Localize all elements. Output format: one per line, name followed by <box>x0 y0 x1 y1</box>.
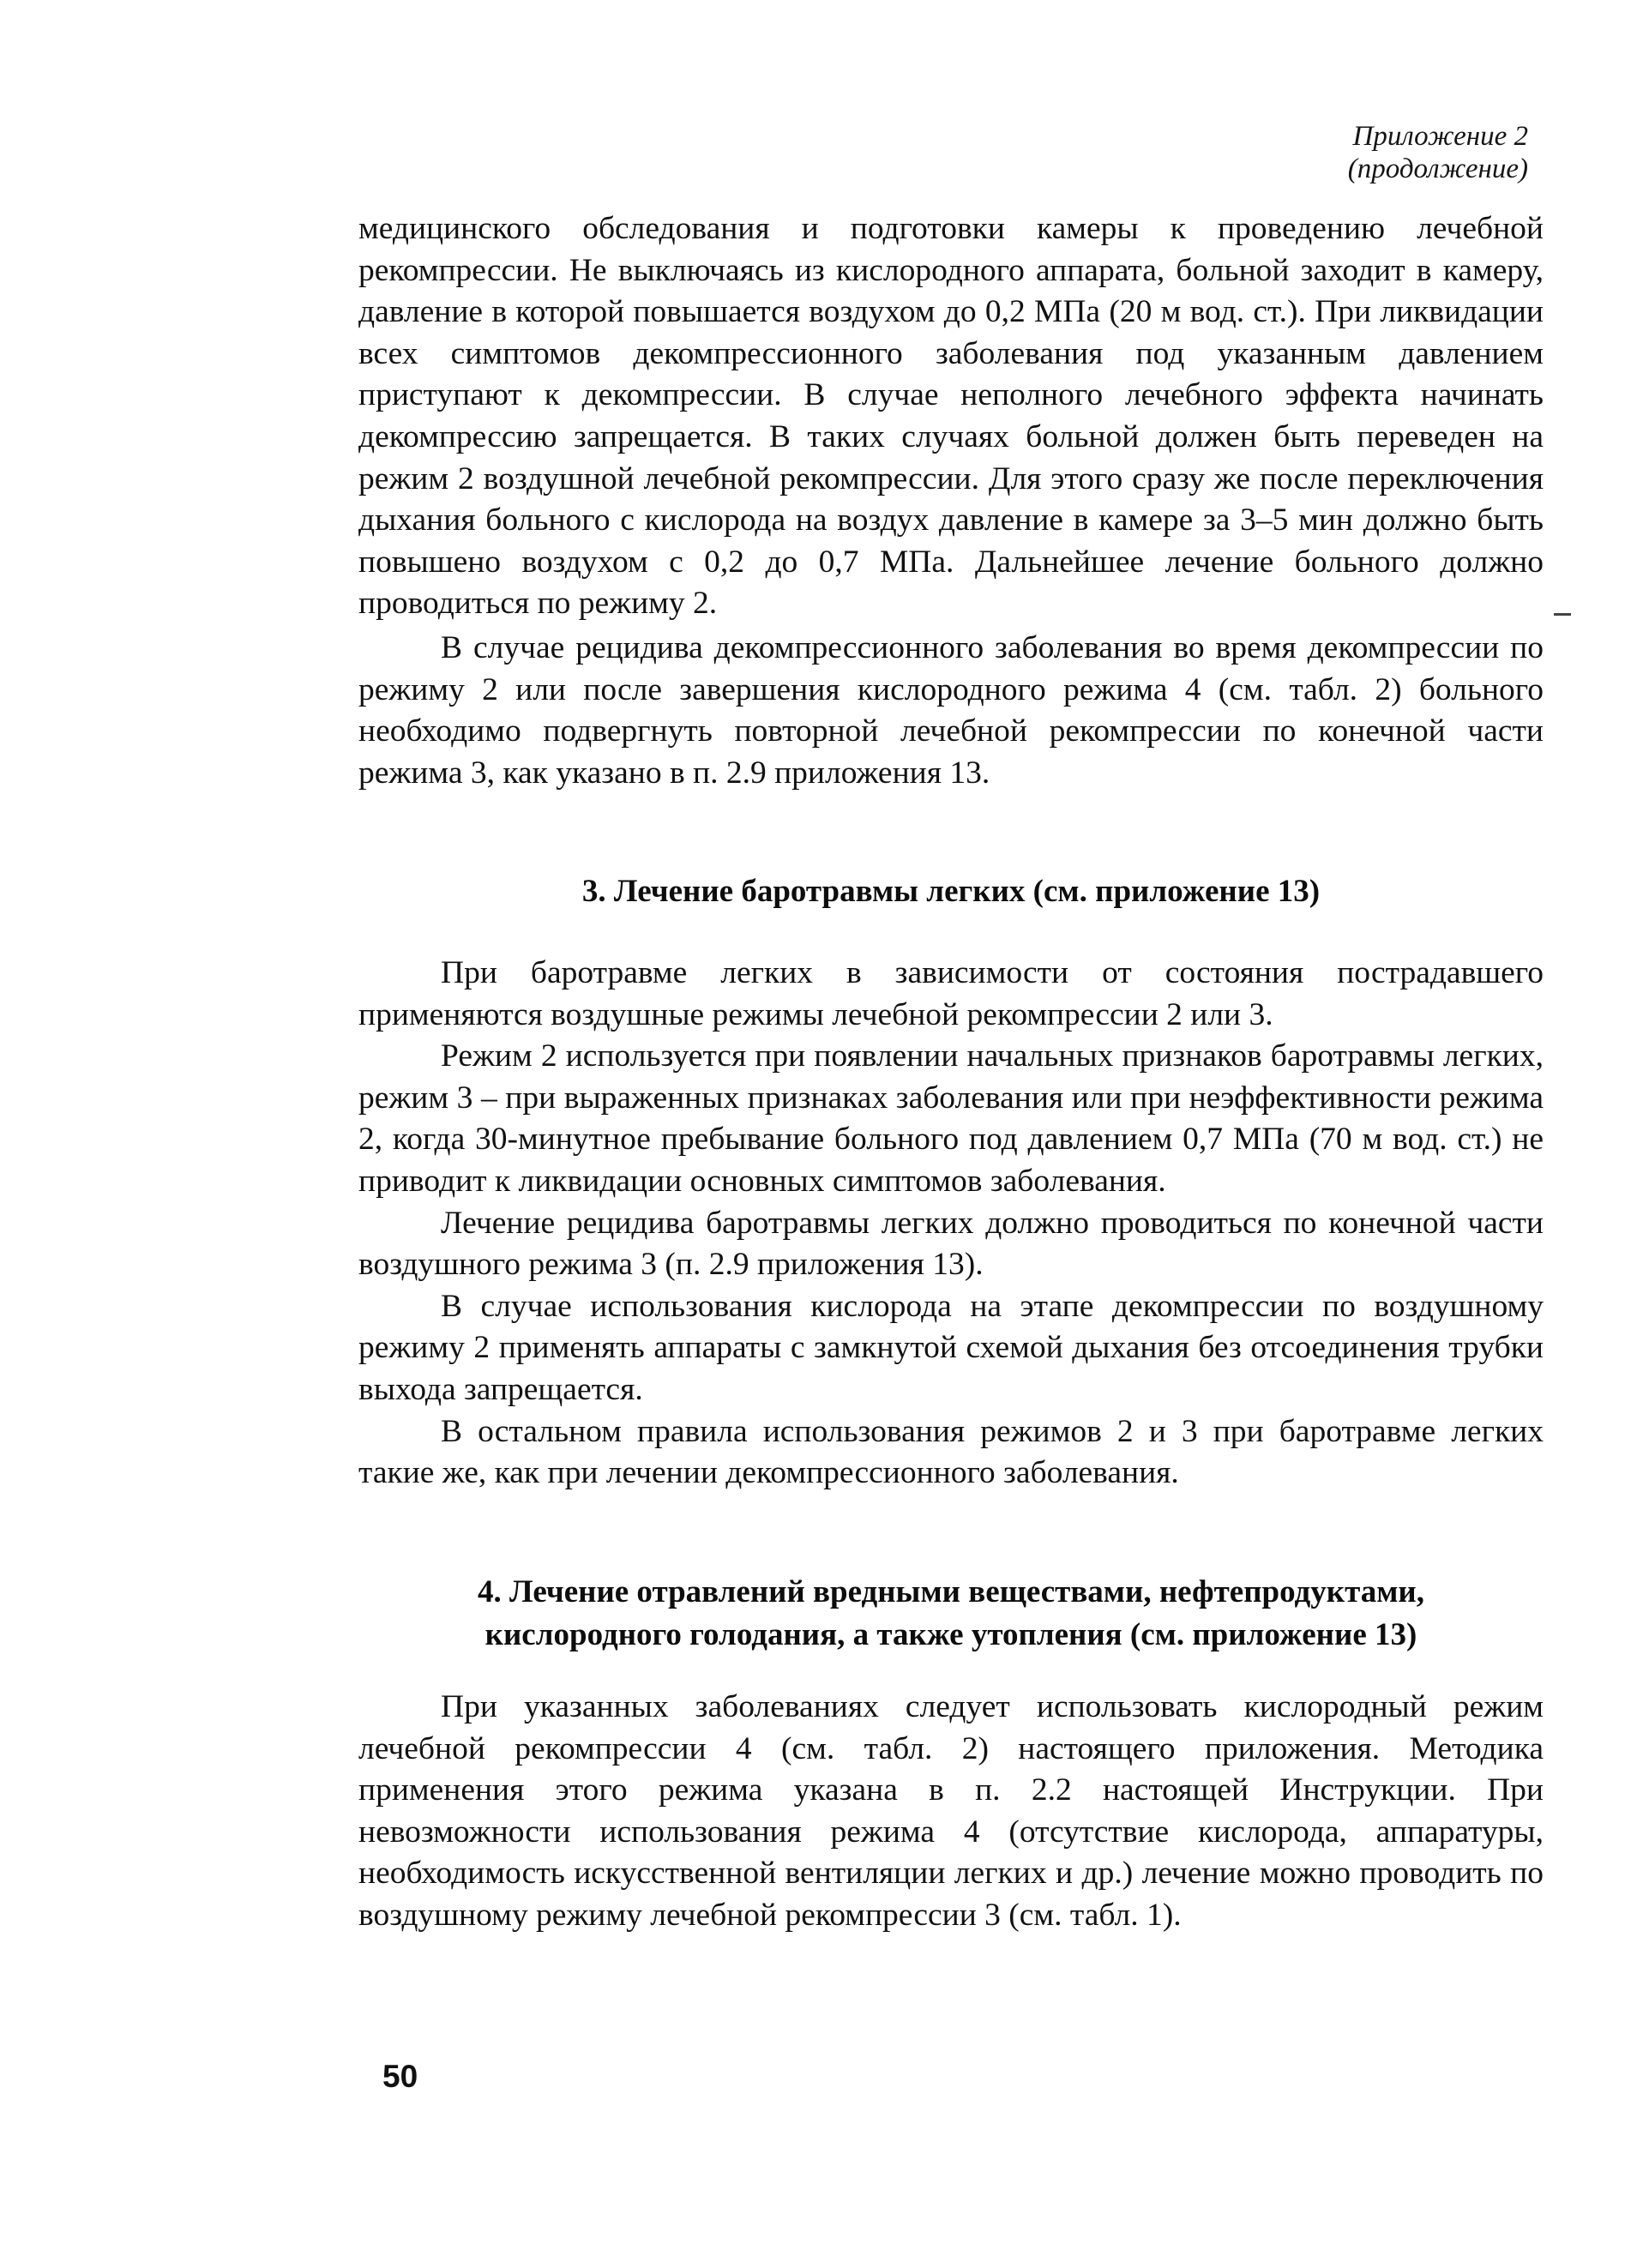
section-3-body <box>358 953 1544 1495</box>
paragraph: В остальном правила использования режимов 2 и 3 при баротравме легких такие же, как при лечении декомпрессионного заболевания. <box>358 1413 1544 1491</box>
section-4-heading-line-2: кислородного голодания, а также утопления (см. приложение 13) <box>484 1617 1417 1652</box>
paragraph: Лечение рецидива баротравмы легких должно проводиться по конечной части воздушного режима 3 (п. 2.9 приложения 13). <box>358 1205 1544 1283</box>
section-4-heading <box>358 1571 1544 1657</box>
page-number: 50 <box>382 2059 418 2094</box>
paragraph: При баротравме легких в зависимости от состояния пострадавшего применяются воздушные режимы лечебной рекомпрессии 2 или 3. <box>358 955 1544 1032</box>
paragraph: В случае использования кислорода на этапе декомпрессии по воздушному режиму 2 применять аппараты с замкнутой схемой дыхания без отсоединения трубки выхода запрещается. <box>358 1288 1544 1407</box>
section-4-body <box>358 1687 1544 1937</box>
section-3-heading: 3. Лечение баротравмы легких (см. приложение 13) <box>581 874 1321 909</box>
section-4-heading-line-1: 4. Лечение отравлений вредными веществами, нефтепродуктами, <box>478 1574 1424 1609</box>
appendix-label: Приложение 2 <box>1352 121 1528 152</box>
section-2-continuation <box>358 208 1544 794</box>
paragraph: Режим 2 используется при появлении начальных признаков баротравмы легких, режим 3 – при выраженных признаках заболевания или при неэффективности режима 2, когда 30-минутное пребывание больного под давлением 0,7 МПа (70 м вод. ст.) не приводит к ликвидации основных симптомов заболевания. <box>358 1038 1544 1199</box>
continuation-label: (продолжение) <box>1347 153 1528 184</box>
paragraph: При указанных заболеваниях следует использовать кислородный режим лечебной рекомпрессии 4 (см. табл. 2) настоящего приложения. Методика применения этого режима указана в п. 2.2 настоящей Инструкции. При невозможности использования режима 4 (отсутствие кислорода, аппаратуры, необходимость искусственной вентиляции легких и др.) лечение можно проводить по воздушному режиму лечебной рекомпрессии 3 (см. табл. 1). <box>358 1689 1544 1933</box>
paragraph: медицинского обследования и подготовки камеры к проведению лечебной рекомпрессии. Не выключаясь из кислородного аппарата, больной заходит в камеру, давление в которой повышается воздухом до 0,2 МПа (20 м вод. ст.). При ликвидации всех симптомов декомпрессионного заболевания под указанным давлением приступают к декомпрессии. В случае неполного лечебного эффекта начинать декомпрессию запрещается. В таких случаях больной должен быть переведен на режим 2 воздушной лечебной рекомпрессии. Для этого сразу же после переключения дыхания больного с кислорода на воздух давление в камере за 3–5 мин должно быть повышено воздухом с 0,2 до 0,7 МПа. Дальнейшее лечение больного должно проводиться по режиму 2. <box>358 211 1544 622</box>
running-header <box>1348 120 1528 185</box>
margin-dash-mark <box>1554 613 1571 616</box>
paragraph: В случае рецидива декомпрессионного заболевания во время декомпрессии по режиму 2 или после завершения кислородного режима 4 (см. табл. 2) больного необходимо подвергнуть повторной лечебной рекомпрессии по конечной части режима 3, как указано в п. 2.9 приложения 13. <box>358 629 1544 791</box>
